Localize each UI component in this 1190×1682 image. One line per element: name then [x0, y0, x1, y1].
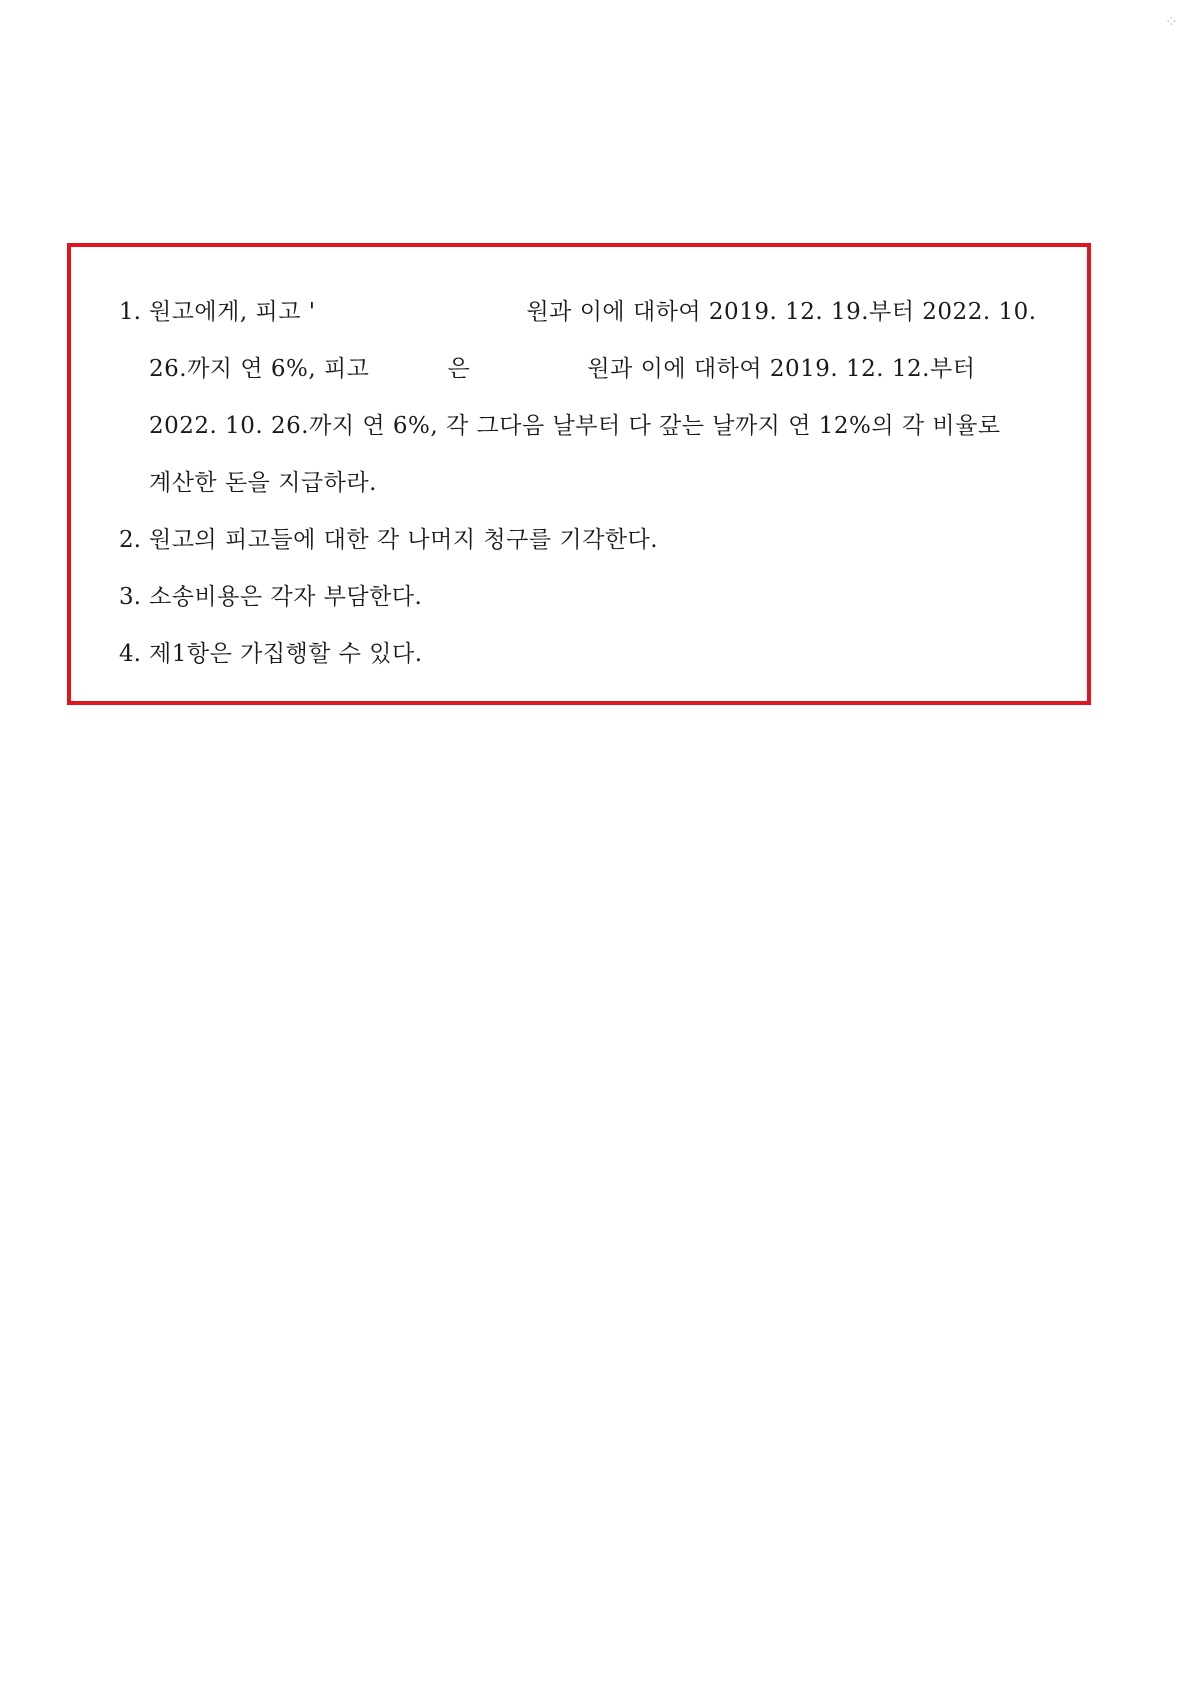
item-4-line-1: 제1항은 가집행할 수 있다.: [149, 641, 423, 667]
item-1-line-4: 계산한 돈을 지급하라.: [149, 470, 377, 496]
corner-mark: ⁘: [1164, 12, 1178, 31]
item-4-number: 4.: [119, 641, 141, 667]
item-1-line-3: 2022. 10. 26.까지 연 6%, 각 그다음 날부터 다 갚는 날까지 연 12%의 각 비율로: [149, 413, 1001, 439]
item-3-line-1: 소송비용은 각자 부담한다.: [149, 584, 423, 610]
item-3-number: 3.: [119, 584, 141, 610]
item-1-line-2: 26.까지 연 6%, 피고 은 원과 이에 대하여 2019. 12. 12.부터: [149, 356, 976, 382]
item-2-line-1: 원고의 피고들에 대한 각 나머지 청구를 기각한다.: [149, 527, 659, 553]
item-1-number: 1.: [119, 299, 141, 325]
item-2-number: 2.: [119, 527, 141, 553]
item-1-line-1: 원고에게, 피고 ' 원과 이에 대하여 2019. 12. 19.부터 2022. 10.: [149, 299, 1037, 325]
